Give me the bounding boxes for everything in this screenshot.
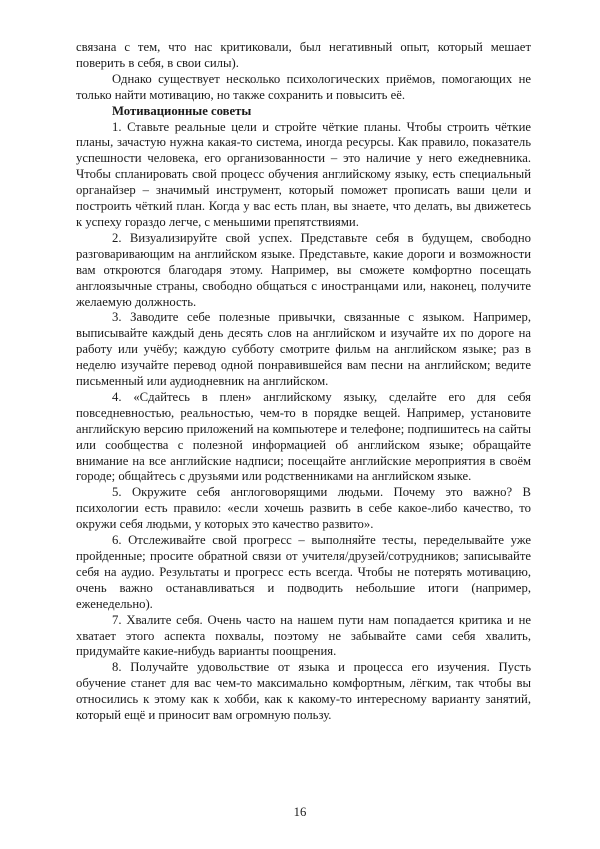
tip-paragraph-8: 8. Получайте удовольствие от языка и процесса его изучения. Пусть обучение станет для вас чем-то максимально комфортным, лёгким, так чтобы вы относились к этому как к хобби, как к какому-то интересному варианту занятий, который ещё и приносит вам огромную пользу. <box>76 660 531 723</box>
tip-paragraph-2: 2. Визуализируйте свой успех. Представьте себя в будущем, свободно разговаривающим на английском языке. Представьте, какие дороги и возможности вам откроются благодаря этому. Например, вы сможете комфортно посещать англоязычные страны, свободно общаться с иностранцами или, наконец, получите желаемую должность. <box>76 230 531 309</box>
tip-paragraph-5: 5. Окружите себя англоговорящими людьми. Почему это важно? В психологии есть правило: «если хочешь развить в себе какое-либо качество, то окружи себя людьми, у которых это качество развито». <box>76 485 531 532</box>
tip-paragraph-6: 6. Отслеживайте свой прогресс – выполняйте тесты, переделывайте уже пройденные; просите обратной связи от учителя/друзей/сотрудников; записывайте себя на аудио. Результаты и прогресс есть всегда. Чтобы не потерять мотивацию, очень важно останавливаться и подводить небольшие итоги (например, еженедельно). <box>76 533 531 611</box>
tip-paragraph-7: 7. Хвалите себя. Очень часто на нашем пути нам попадается критика и не хватает этого аспекта похвалы, поэтому не забывайте сами себя хвалить, придумайте какие-нибудь варианты поощрения. <box>76 612 531 659</box>
page-number: 16 <box>293 805 307 819</box>
tip-paragraph-3: 3. Заводите себе полезные привычки, связанные с языком. Например, выписывайте каждый день десять слов на английском и изучайте их по дороге на работу или учёбу; каждую субботу смотрите фильм на английском языке; раз в неделю изучайте перевод одной понравившейся вам песни на английском; ведите письменный или аудиодневник на английском. <box>76 310 531 389</box>
paragraph-intro: Однако существует несколько психологических приёмов, помогающих не только найти мотивацию, но также сохранить и повысить её. <box>76 71 531 102</box>
section-heading: Мотивационные советы <box>112 103 252 118</box>
page-body <box>76 40 531 724</box>
tip-paragraph-4: 4. «Сдайтесь в плен» английскому языку, сделайте его для себя повседневностью, реальностью, чем-то в порядке вещей. Например, установите английскую версию приложений на компьютере и телефоне; подпишитесь на сайты или сообщества с полезной информацией об английском языке; обращайте внимание на все английские надписи; посещайте английские мероприятия в своём городе; общайтесь с друзьями или родственниками на английском языке. <box>76 389 531 484</box>
tip-paragraph-1: 1. Ставьте реальные цели и стройте чёткие планы. Чтобы строить чёткие планы, зачастую нужна какая-то система, иногда ресурсы. Как правило, показатель успешности человека, его организованности – это наличие у него ежедневника. Чтобы спланировать свой процесс обучения английскому языку, есть специальный органайзер – значимый инструмент, который поможет прописать ваши цели и построить чёткий план. Когда у вас есть план, вы знаете, что делать, вы движетесь к успеху гораздо легче, с меньшими препятствиями. <box>76 119 531 229</box>
paragraph-continuation: связана с тем, что нас критиковали, был негативный опыт, который мешает поверить в себя, в свои силы). <box>76 40 531 70</box>
